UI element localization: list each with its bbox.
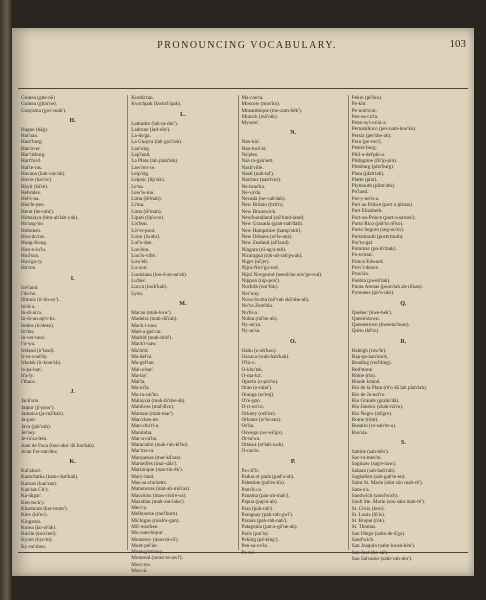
vocabulary-entry: Oporto (o-pōr'to). xyxy=(241,379,279,386)
vocabulary-entry: New Zealand (zē'land). xyxy=(241,240,290,247)
vocabulary-entry: Jer'sey. xyxy=(21,429,36,436)
vocabulary-entry: Java (jah'vah). xyxy=(21,423,52,430)
vocabulary-entry: Le'na. xyxy=(131,183,144,190)
vocabulary-entry: Havre (hav'er). xyxy=(21,177,53,184)
vocabulary-entry: Mo-zam-bique'. xyxy=(131,530,165,537)
column-4 xyxy=(349,95,458,562)
vocabulary-entry: Ne-bras'ka. xyxy=(241,183,266,190)
vocabulary-entry: Mary-land. xyxy=(131,473,155,480)
vocabulary-entry: Hai'nan. xyxy=(21,133,39,140)
vocabulary-columns xyxy=(18,95,458,575)
vocabulary-entry: Prince Edward. xyxy=(351,258,384,265)
vocabulary-entry: Loire (lwahr). xyxy=(131,233,161,240)
vocabulary-entry: Pe-ru'. xyxy=(241,549,255,556)
vocabulary-entry: La Plata (lah plah'tah). xyxy=(131,158,179,165)
vocabulary-entry: Mauritius (maw-rish'e-us). xyxy=(131,492,187,499)
vocabulary-entry: Saint St. Marie (sānt sōo mah-rē'). xyxy=(351,480,423,487)
vocabulary-entry: Kingston. xyxy=(21,518,42,525)
vocabulary-entry: Hun'ga-ry. xyxy=(21,259,43,266)
vocabulary-entry: Peking (pē-king'). xyxy=(241,537,279,543)
vocabulary-entry: In-ver-ness'. xyxy=(21,335,47,342)
vocabulary-entry: In'di-a. xyxy=(21,303,36,310)
vocabulary-entry: Hart'ford. xyxy=(21,158,42,165)
page-header xyxy=(20,40,474,60)
vocabulary-entry: Penn-syl-va'ni-a. xyxy=(351,120,387,127)
vocabulary-entry: Paris (par'is). xyxy=(241,530,269,537)
vocabulary-entry: Orleans (or'le-anz). xyxy=(241,416,282,423)
vocabulary-entry: Manitoba. xyxy=(131,429,153,436)
vocabulary-entry: Moscow (mos'ko). xyxy=(241,101,281,108)
vocabulary-entry: Paraguay (pah-rah-gwī'). xyxy=(241,511,294,518)
vocabulary-entry: Rosario (ro-sah're-o). xyxy=(351,423,397,430)
vocabulary-entry: Rio de la Plata (rē'o dā lah plah'tah). xyxy=(351,385,428,392)
vocabulary-entry: Monterey (mon-tā-rā'). xyxy=(131,536,179,543)
vocabulary-entry: Nor'way. xyxy=(241,290,261,297)
vocabulary-entry: Har'risburg. xyxy=(21,152,46,159)
vocabulary-entry: Ladrone (lad-rōn'). xyxy=(131,126,171,133)
vocabulary-entry: Han'over. xyxy=(21,145,41,152)
vocabulary-entry: Li'ma. xyxy=(131,202,145,209)
vocabulary-entry: Papua (pap'u-ah). xyxy=(241,499,278,506)
vocabulary-entry: I'da-ho. xyxy=(21,291,37,298)
vocabulary-entry: Man'ches-ter. xyxy=(131,416,160,423)
vocabulary-entry: Mas-sa-chu'setts. xyxy=(131,479,167,486)
vocabulary-entry: Oahu (o-ah'hoo). xyxy=(241,347,277,354)
vocabulary-entry: Kamchatka (kam-chat'kah). xyxy=(21,474,79,481)
vocabulary-entry: Oran (o-rahn'). xyxy=(241,385,273,392)
vocabulary-entry: Port au Prince (port o prinss). xyxy=(351,202,414,209)
vocabulary-entry: San José (ho-sā'). xyxy=(351,549,388,556)
vocabulary-entry: Para (pah-rah'). xyxy=(241,505,274,512)
vocabulary-entry: Prus'sia. xyxy=(351,271,369,278)
vocabulary-entry: New Granada (grah-nah'dah). xyxy=(241,221,304,228)
vocabulary-entry: Niger (nī'jer). xyxy=(241,259,270,266)
vocabulary-entry: Oaxaca (wah-hah'kah). xyxy=(241,353,290,360)
vocabulary-entry: In-di-an-ap'o-lis. xyxy=(21,316,56,323)
vocabulary-entry: Lynn. xyxy=(131,290,144,297)
vocabulary-entry: Jaipur (jī-poor'). xyxy=(21,404,55,411)
vocabulary-entry: Orkney (ork'ne). xyxy=(241,410,276,417)
vocabulary-entry: Law'ren-ce. xyxy=(131,164,156,171)
vocabulary-entry: Leipsic (līp'sik). xyxy=(131,177,166,184)
vocabulary-entry: Mamsar (mah-mar'). xyxy=(131,410,174,417)
column-3 xyxy=(239,95,349,556)
vocabulary-entry: Rome (rōm). xyxy=(351,416,379,423)
vocabulary-entry: O-kho'tsk. xyxy=(241,366,264,373)
vocabulary-entry: Maracaibo (mah-rah-kī'bo). xyxy=(131,442,189,449)
vocabulary-entry: In-di-an'a. xyxy=(21,309,43,316)
vocabulary-entry: Na'ples. xyxy=(241,152,259,159)
vocabulary-entry: Orange (or'enj). xyxy=(241,391,275,398)
vocabulary-entry: Hel'e-na. xyxy=(21,196,40,203)
vocabulary-entry: Jack'son. xyxy=(21,398,40,405)
vocabulary-entry: Sault Ste. Marie (soo sānt mah-rē'). xyxy=(351,499,426,506)
vocabulary-entry: Mil-wau'kee. xyxy=(131,524,159,530)
vocabulary-entry: Nan-kin'. xyxy=(241,139,261,146)
vocabulary-entry: Labrador (lab-ra-dor'). xyxy=(131,120,178,127)
vocabulary-entry: O-ran'to. xyxy=(241,448,260,455)
vocabulary-entry: Ma-ni'la. xyxy=(131,385,150,392)
vocabulary-entry: Pe-kin'. xyxy=(351,101,368,108)
vocabulary-entry: Hayti (hā'te). xyxy=(21,183,49,190)
vocabulary-entry: Hague (hāg). xyxy=(21,126,49,133)
vocabulary-entry: Juan de Fuca (hoo-ahn' dā foo'kah). xyxy=(21,442,95,449)
vocabulary-entry: Rio Janeiro (zhah-nā'ro). xyxy=(351,404,404,411)
vocabulary-entry: La-do'ga. xyxy=(131,133,151,140)
vocabulary-entry: St. Croix (kroi). xyxy=(351,505,385,512)
vocabulary-entry: Rio de Ja-nei'ro. xyxy=(351,391,386,398)
vocabulary-entry: Lof'o-den. xyxy=(131,240,153,247)
vocabulary-entry: Munich (mū'nik). xyxy=(241,113,278,120)
vocabulary-entry: Lu'bec. xyxy=(131,278,147,285)
vocabulary-entry: Montreal (mont-re-awl'). xyxy=(131,555,183,562)
vocabulary-entry: Por'tu-gal. xyxy=(351,239,374,246)
vocabulary-entry: Michigan (mish'e-gan). xyxy=(131,517,180,524)
vocabulary-entry: New Britain (brit'n). xyxy=(241,202,284,209)
vocabulary-entry: Queenstown (kweenz'toun). xyxy=(351,322,410,329)
vocabulary-entry: Raleigh (raw'le). xyxy=(351,347,387,354)
vocabulary-entry: Lima (lē'mah). xyxy=(131,196,162,203)
vocabulary-entry: Po-to'mac. xyxy=(351,252,374,259)
vocabulary-entry: Port Elizabeth. xyxy=(351,208,383,215)
vocabulary-entry: Lap'land. xyxy=(131,152,151,159)
vocabulary-entry: Pen-sa-co'la. xyxy=(241,543,268,550)
vocabulary-entry: Leip'zig. xyxy=(131,170,150,177)
vocabulary-entry: St. Roque (rōk). xyxy=(351,518,386,525)
section-letter: Q. xyxy=(400,300,407,307)
vocabulary-entry: Pam'li-co. xyxy=(241,486,263,493)
vocabulary-entry: Sac-ra-men'to. xyxy=(351,455,382,462)
vocabulary-entry: New Hampshire (hamp'shir). xyxy=(241,227,302,234)
column-2 xyxy=(128,95,238,575)
vocabulary-entry: Madrid (mah-drid'). xyxy=(131,335,173,342)
vocabulary-entry: Panama (pan-ah-mah'). xyxy=(241,492,290,499)
section-letter: M. xyxy=(179,300,187,307)
vocabulary-entry: Mozambique (mo-zam-bēk'). xyxy=(241,107,303,114)
vocabulary-entry: Kansas (kan'zas). xyxy=(21,480,58,487)
vocabulary-entry: Kurdis'tan. xyxy=(131,95,154,101)
vocabulary-entry: Ma-lay'. xyxy=(131,372,149,379)
vocabulary-entry: Low'ell. xyxy=(131,259,149,266)
vocabulary-entry: Ma-cao'ra. xyxy=(241,95,264,101)
vocabulary-entry: Lipari (lip'a-re). xyxy=(131,215,165,222)
vocabulary-entry: Guayama (gwi-mah'). xyxy=(21,107,67,114)
vocabulary-entry: Melbourne (mel'burn). xyxy=(131,511,179,518)
vocabulary-entry: Peru (pe-roo'). xyxy=(351,139,382,146)
column-1 xyxy=(18,95,128,550)
vocabulary-entry: Ho'ang-ho. xyxy=(21,221,44,228)
vocabulary-entry: Kyoto (kyo'to). xyxy=(21,537,53,544)
vocabulary-entry: Ma'drid. xyxy=(131,347,149,354)
vocabulary-entry: Lan'sing. xyxy=(131,145,151,152)
vocabulary-entry: Port-au-Prince (port-o-prinss'). xyxy=(351,214,416,221)
vocabulary-entry: Parana (pah-rah-nah'). xyxy=(241,518,288,525)
vocabulary-entry: It'a-ly. xyxy=(21,372,35,379)
vocabulary-entry: Jamaica (ja-mā'kah). xyxy=(21,411,64,418)
page-number: 103 xyxy=(449,38,466,50)
section-letter: H. xyxy=(69,117,76,124)
vocabulary-entry: Mal-a-bar'. xyxy=(131,366,155,373)
vocabulary-entry: Nicaragua (nik-ah-rah'gwah). xyxy=(241,252,303,259)
vocabulary-entry: Marseilles (mar-sālz'). xyxy=(131,461,178,468)
vocabulary-entry: Hebrides. xyxy=(21,189,42,196)
vocabulary-entry: Phil-a-del'phi-a. xyxy=(351,151,386,158)
vocabulary-entry: Rhode Island. xyxy=(351,379,381,386)
vocabulary-entry: Os'ka. xyxy=(241,423,255,430)
vocabulary-entry: Nu'bi-a. xyxy=(241,309,259,316)
vocabulary-entry: New Brunswick. xyxy=(241,208,277,215)
vocabulary-entry: Kwichpak (kwitch'pak). xyxy=(131,101,182,108)
vocabulary-entry: Punta Arenas (poon'tah ah-rā'nas). xyxy=(351,283,423,290)
vocabulary-entry: Lew'is-ton. xyxy=(131,189,155,196)
vocabulary-entry: Nijni-Nov'go-rod. xyxy=(241,265,279,272)
vocabulary-entry: Hud'son. xyxy=(21,252,40,259)
vocabulary-entry: Mec'ca. xyxy=(131,505,148,512)
vocabulary-entry: Saghalien (sah-gah'le-en). xyxy=(351,474,406,481)
vocabulary-entry: O-ri-no'co. xyxy=(241,404,265,411)
vocabulary-entry: Prov'i-dence. xyxy=(351,265,380,272)
vocabulary-entry: Ken-tuck'y. xyxy=(21,499,45,506)
vocabulary-entry: Ireland (ir'land). xyxy=(21,347,55,354)
vocabulary-entry: San Diego (sahn de-ā'go). xyxy=(351,530,406,537)
vocabulary-entry: Reading (red'ding). xyxy=(351,360,392,367)
vocabulary-entry: Ir-ra-wad'dy. xyxy=(21,353,48,360)
vocabulary-entry: Ja-pan'. xyxy=(21,417,37,424)
vocabulary-entry: Hon-o-lu'lu. xyxy=(21,246,47,253)
vocabulary-entry: Padua or pada (pad'u-ah). xyxy=(241,474,295,481)
vocabulary-entry: St. Louis (lū'is). xyxy=(351,511,385,518)
vocabulary-entry: Oswego (os-wē'go). xyxy=(241,429,284,436)
vocabulary-entry: Quebec (kwe-bek'). xyxy=(351,309,393,316)
vocabulary-entry: Pol-y-ne'si-a. xyxy=(351,195,380,202)
vocabulary-entry: Nan-tuck'et. xyxy=(241,145,267,152)
vocabulary-entry: Pernambuco (per-nam-boo'ko). xyxy=(351,126,417,133)
vocabulary-entry: Porto Seguro (seg-oo'ro). xyxy=(351,227,405,234)
vocabulary-entry: Ju'an Fer-nan'dez. xyxy=(21,448,59,455)
vocabulary-entry: Guinea (ghin'ne). xyxy=(21,101,58,108)
vocabulary-entry: Kiev (kē'ev). xyxy=(21,512,48,519)
vocabulary-entry: Patagonia (pat-a-gō'ne-ah). xyxy=(241,524,298,531)
vocabulary-entry: Korea (ko-rē'ah). xyxy=(21,524,57,531)
vocabulary-entry: Ny-as'sa. xyxy=(241,328,261,335)
vocabulary-entry: Ne-va'da. xyxy=(241,189,262,196)
vocabulary-entry: Potomac (po-tō'mak). xyxy=(351,246,397,253)
vocabulary-entry: Hen'le-pen. xyxy=(21,202,45,209)
vocabulary-entry: Queen'stown. xyxy=(351,315,380,322)
vocabulary-entry: Ka-shgar'. xyxy=(21,493,43,500)
header-rule xyxy=(18,88,468,89)
vocabulary-entry: Ky-oo'shoo. xyxy=(21,543,47,550)
vocabulary-entry: Pekin (pē'kin). xyxy=(351,95,383,101)
vocabulary-entry: Rap-pa-han'nock. xyxy=(351,353,389,360)
section-letter: K. xyxy=(69,459,76,466)
vocabulary-entry: Mont-pel'ier. xyxy=(131,542,158,549)
vocabulary-entry: Malaysia (mah-lā'zhe-ah). xyxy=(131,398,186,405)
page-title: PRONOUNCING VOCABULARY. xyxy=(157,40,337,51)
section-letter: L. xyxy=(180,111,186,118)
vocabulary-entry: Sand'wich. xyxy=(351,537,375,543)
vocabulary-entry: La Guayra (lah gwī'rah). xyxy=(131,139,183,146)
vocabulary-entry: Palestine (pal'es-tīn). xyxy=(241,480,286,487)
vocabulary-entry: Hu'ron. xyxy=(21,265,37,272)
vocabulary-entry: Red'stone. xyxy=(351,366,374,373)
vocabulary-entry: Mazatlan (mah-zat-lahn'). xyxy=(131,498,185,505)
vocabulary-entry: No'va Zem'bla. xyxy=(241,303,274,310)
vocabulary-entry: San Salvador (sahl-vah-dor'). xyxy=(351,555,413,562)
vocabulary-entry: Ottawa (ot'tah-wah). xyxy=(241,442,285,449)
vocabulary-entry: St. Thomas. xyxy=(351,524,377,531)
vocabulary-entry: Pittsburg (pits'burg). xyxy=(351,164,395,171)
vocabulary-entry: Norfolk (nor'fok). xyxy=(241,284,279,291)
vocabulary-entry: Newfoundland (nū'fund-land). xyxy=(241,215,305,222)
vocabulary-entry: Hon-du'ras. xyxy=(21,233,46,240)
vocabulary-entry: San Joaquin (sahn hwah-kēn'). xyxy=(351,543,416,550)
vocabulary-entry: Portsmouth (ports'muth). xyxy=(351,233,404,240)
vocabulary-entry: Man-chu'ri-a. xyxy=(131,423,160,430)
vocabulary-entry: Mos'cow. xyxy=(131,561,152,568)
vocabulary-entry: Plymouth (plim'uth). xyxy=(351,183,396,190)
vocabulary-entry: Rus'sia. xyxy=(351,429,368,436)
vocabulary-entry: Ham'burg. xyxy=(21,139,43,146)
vocabulary-entry: Lon'don. xyxy=(131,246,150,253)
vocabulary-entry: Lu-zon'. xyxy=(131,265,149,272)
vocabulary-entry: Mont-gom'er-y. xyxy=(131,549,164,556)
vocabulary-entry: Nippon (nip-pon'). xyxy=(241,278,281,285)
vocabulary-entry: Ma-del'ra. xyxy=(131,353,153,360)
vocabulary-entry: Ny-an'za. xyxy=(241,322,262,329)
vocabulary-entry: Kal'ahari. xyxy=(21,468,42,475)
vocabulary-entry: Louisiana (loo-ē-ze-an'ah). xyxy=(131,271,188,278)
vocabulary-entry: Pa-cif'ic. xyxy=(241,467,260,474)
vocabulary-entry: Madeira (mah-dā'rah). xyxy=(131,316,178,323)
vocabulary-entry: Maldives (mal'dīvz). xyxy=(131,404,175,411)
vocabulary-entry: O-ma-ha'. xyxy=(241,372,263,379)
vocabulary-entry: I'thaca. xyxy=(21,379,36,386)
section-letter: J. xyxy=(70,389,75,396)
vocabulary-entry: Pyrenees (pir'e-nēz). xyxy=(351,290,395,297)
vocabulary-entry: Kurile (koo'reel). xyxy=(21,531,57,538)
vocabulary-entry: Mack'i-naw. xyxy=(131,341,157,348)
vocabulary-entry: Rio Grande (grahn'dā). xyxy=(351,398,400,405)
vocabulary-entry: Persia (per'she-ah). xyxy=(351,132,392,139)
vocabulary-entry: Lou'is-ville. xyxy=(131,252,157,259)
vocabulary-entry: Herat (he-raht'). xyxy=(21,208,55,215)
vocabulary-entry: Philippine (fil'ip-pin). xyxy=(351,157,398,164)
vocabulary-entry: Mar'mo-ra. xyxy=(131,448,155,455)
vocabulary-entry: Plata (plah'tah). xyxy=(351,170,385,177)
vocabulary-entry: Quito (kē'to). xyxy=(351,328,380,335)
vocabulary-entry: Sabine (sah-bēn'). xyxy=(351,448,389,455)
vocabulary-entry: Natchez (natch'ez). xyxy=(241,177,282,184)
section-letter: S. xyxy=(400,439,406,446)
vocabulary-entry: Havana (hah-van'ah). xyxy=(21,170,66,177)
vocabulary-entry: Mad-a-gas'car. xyxy=(131,328,162,335)
vocabulary-entry: Mar-a-ca'bo. xyxy=(131,435,158,442)
vocabulary-entry: Ice'land. xyxy=(21,284,39,291)
vocabulary-entry: Rhine (rīn). xyxy=(351,372,376,379)
vocabulary-entry: Matamoras (mat-ah-mō'ras). xyxy=(131,486,191,493)
vocabulary-entry: Pe-nob'scot. xyxy=(351,107,378,114)
section-letter: I. xyxy=(70,275,75,282)
vocabulary-entry: Nevada (ne-vah'dah). xyxy=(241,196,286,203)
vocabulary-entry: In'dus. xyxy=(21,328,35,335)
vocabulary-entry: Lima (lē'mah). xyxy=(131,208,162,215)
vocabulary-entry: Liv'er-pool. xyxy=(131,227,156,234)
vocabulary-entry: Indies (in'deez). xyxy=(21,322,55,329)
vocabulary-entry: Peters-burg. xyxy=(351,145,377,152)
vocabulary-entry: Sam-o'a. xyxy=(351,486,370,493)
vocabulary-entry: Saginaw (sag'e-naw). xyxy=(351,461,397,468)
vocabulary-entry: Je-ru'sa-lem. xyxy=(21,436,48,443)
vocabulary-entry: Niagara (nī-ag'a-rah). xyxy=(241,246,287,253)
vocabulary-entry: Mal'ta. xyxy=(131,379,146,386)
vocabulary-entry: Mack-i-naw. xyxy=(131,322,158,329)
section-letter: N. xyxy=(290,130,297,137)
vocabulary-entry: Nar-ra-gan'sett. xyxy=(241,158,274,165)
vocabulary-entry: Himalaya (him-ah'lah-yah). xyxy=(21,215,79,222)
vocabulary-entry: Po'land. xyxy=(351,189,369,196)
vocabulary-entry: Nova Scotia (nō'vah skō'she-ah). xyxy=(241,296,310,303)
vocabulary-entry: Hong-Kong. xyxy=(21,240,48,247)
vocabulary-entry: Sahara (sah-hah'rah). xyxy=(351,467,396,474)
vocabulary-entry: I'o-wa. xyxy=(21,341,36,348)
vocabulary-entry: O're-gon. xyxy=(241,398,262,405)
vocabulary-entry: O'hi-o. xyxy=(241,360,256,367)
vocabulary-entry: Hat'te-ras. xyxy=(21,164,43,171)
vocabulary-entry: Hoboken. xyxy=(21,227,42,234)
section-letter: O. xyxy=(290,338,297,345)
vocabulary-entry: Nubia (nū'be-ah). xyxy=(241,315,278,322)
vocabulary-entry: Irkutsk (ir-koot'sk). xyxy=(21,360,62,367)
vocabulary-entry: Natal (nah-tal'). xyxy=(241,170,275,177)
vocabulary-entry: Ma-gel'lan. xyxy=(131,360,155,367)
vocabulary-entry: Rio Negro (nā'gro). xyxy=(351,410,393,417)
vocabulary-entry: Nijni Novgorod (neezh'ne nov'go-rod). xyxy=(241,271,323,278)
vocabulary-entry: Sandwich (sand'wich). xyxy=(351,492,399,499)
vocabulary-entry: Martinique (mar-tin-ēk'). xyxy=(131,467,184,474)
vocabulary-entry: Is-pa-han'. xyxy=(21,366,43,373)
vocabulary-entry: Ot-ta'wa. xyxy=(241,435,261,442)
vocabulary-entry: Illinois (il-lin-oy'). xyxy=(21,297,60,304)
vocabulary-entry: Puebla (pweb'lah). xyxy=(351,277,391,284)
vocabulary-entry: Ma-ra-cai'bo. xyxy=(131,391,160,398)
vocabulary-entry: Nash'ville. xyxy=(241,164,264,171)
vocabulary-entry: Pen-sa-co'la. xyxy=(351,113,379,120)
vocabulary-entry: Guinea (ghe-nē) xyxy=(21,95,55,101)
vocabulary-entry: Lis'bon. xyxy=(131,221,148,228)
vocabulary-entry: Lucca (look'kah). xyxy=(131,284,168,291)
vocabulary-entry: Mos-ul. xyxy=(131,568,148,575)
vocabulary-entry: Platte (plat). xyxy=(351,176,378,183)
vocabulary-entry: Macao (mah-kow'). xyxy=(131,309,172,316)
section-letter: P. xyxy=(290,458,296,465)
section-letter: R. xyxy=(400,338,407,345)
page-edge-left xyxy=(0,0,12,600)
vocabulary-entry: Kan'sas Cit'y. xyxy=(21,487,50,494)
vocabulary-entry: Marquesas (mar-kā'sas). xyxy=(131,454,182,461)
vocabulary-entry: Khartoum (kar-toom'). xyxy=(21,505,68,512)
vocabulary-entry: Porto Rico (pōr'to rē'ko). xyxy=(351,220,404,227)
vocabulary-entry: New Orleans (or'le-anz). xyxy=(241,233,293,240)
vocabulary-entry: Mysore'. xyxy=(241,120,260,127)
footer-rule xyxy=(18,552,468,553)
